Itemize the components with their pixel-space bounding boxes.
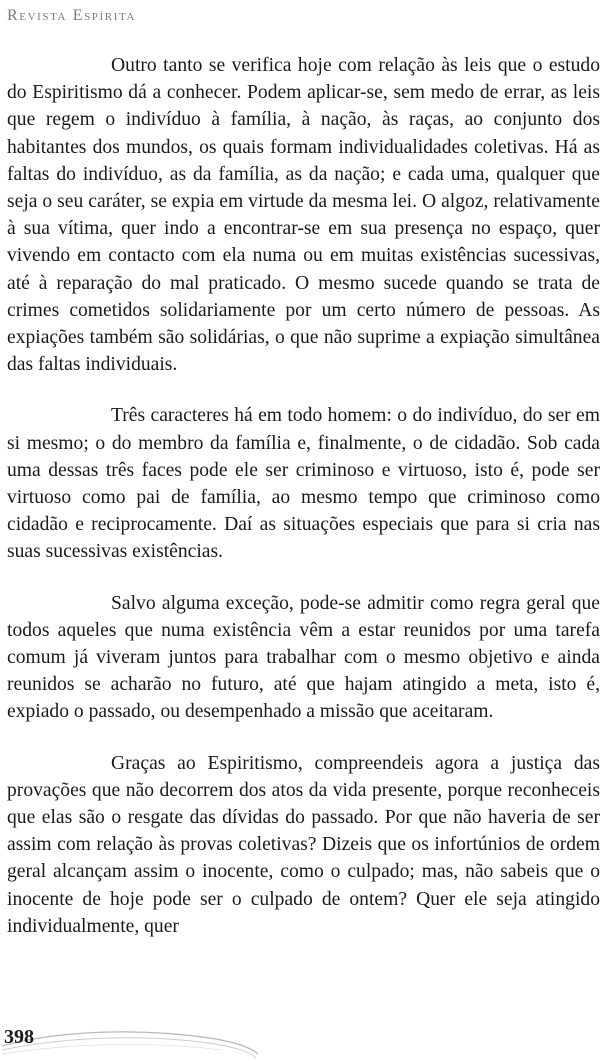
body-text	[7, 52, 600, 940]
decorative-swoosh	[0, 1024, 260, 1062]
paragraph: Três caracteres há em todo homem: o do indivíduo, do ser em si mesmo; o do membro da família e, finalmente, o de cidadão. Sob cada uma dessas três faces pode ele ser criminoso e virtuoso, isto é, pode ser virtuoso como pai de família, ao mesmo tempo que criminoso como cidadão e reciprocamente. Daí as situações especiais que para si cria nas suas sucessivas existências.	[7, 405, 600, 563]
paragraph: Graças ao Espiritismo, compreendeis agora a justiça das provações que não decorrem dos atos da vida presente, porque reconheceis que elas são o resgate das dívidas do passado. Por que não haveria de ser assim com relação às provas coletivas? Dizeis que os infortúnios de ordem geral alcançam assim o inocente, como o culpado; mas, não sabeis que o inocente de hoje pode ser o culpado de ontem? Quer ele seja atingido individualmente, quer	[7, 752, 600, 937]
paragraph: Outro tanto se verifica hoje com relação às leis que o estudo do Espiritismo dá a conhecer. Podem aplicar-se, sem medo de errar, as leis que regem o indivíduo à família, à nação, às raças, ao conjunto dos habitantes dos mundos, os quais formam individualidades coletivas. Há as faltas do indivíduo, as da família, as da nação; e cada uma, qualquer que seja o seu caráter, se expia em virtude da mesma lei. O algoz, relativamente à sua vítima, quer indo a encontrar-se em sua presença no espaço, quer vivendo em contacto com ela numa ou em muitas existências sucessivas, até à reparação do mal praticado. O mesmo sucede quando se trata de crimes cometidos solidariamente por um certo número de pessoas. As expiações também são solidárias, o que não suprime a expiação simultânea das faltas individuais.	[7, 55, 600, 376]
page-number: 398	[4, 1026, 34, 1048]
running-header: Revista Espírita	[7, 7, 136, 24]
paragraph: Salvo alguma exceção, pode-se admitir como regra geral que todos aqueles que numa existência vêm a estar reunidos por uma tarefa comum já viveram juntos para trabalhar com o mesmo objetivo e ainda reunidos se acharão no futuro, até que hajam atingido a meta, isto é, expiado o passado, ou desempenhado a missão que aceitaram.	[7, 592, 600, 723]
